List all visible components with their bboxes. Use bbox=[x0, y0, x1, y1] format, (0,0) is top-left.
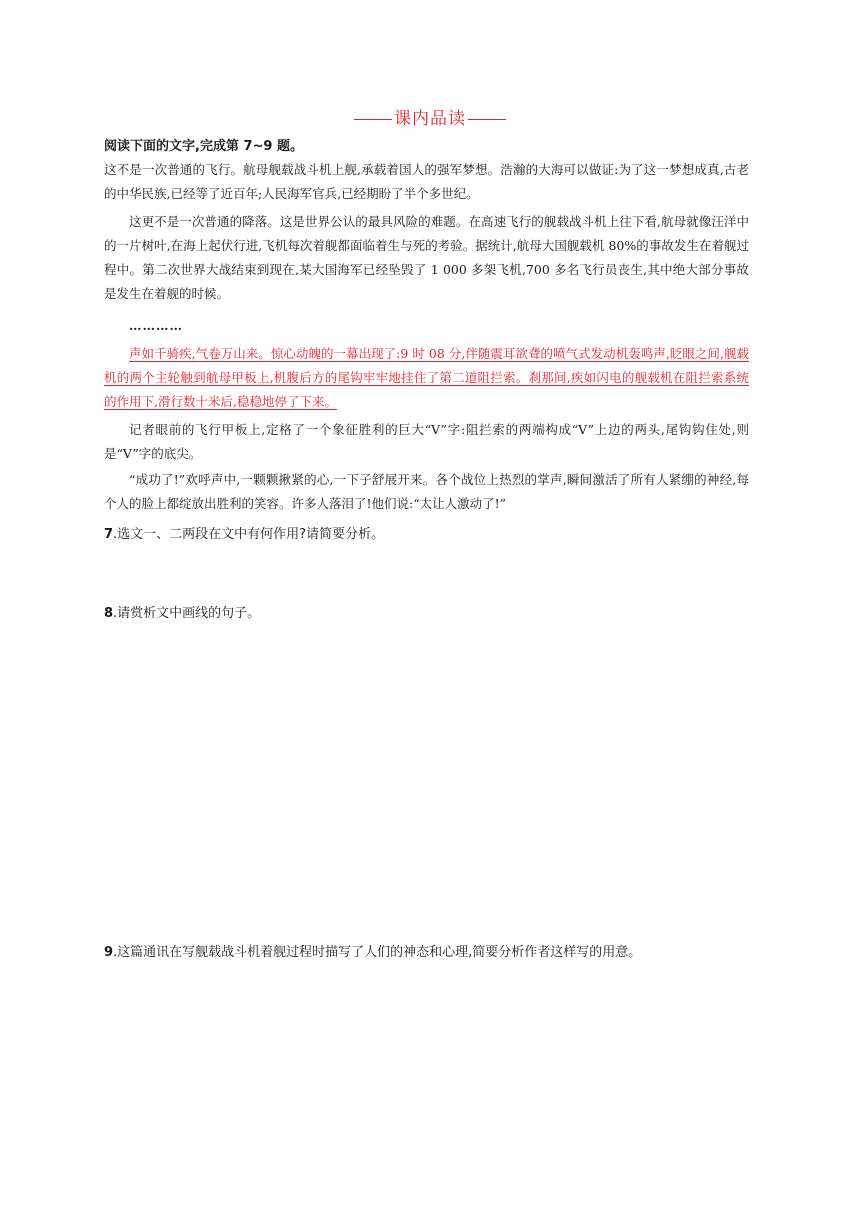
question-8-number: 8 bbox=[104, 606, 114, 621]
question-9 bbox=[104, 941, 641, 960]
section-title-text: 课内品读 bbox=[394, 109, 466, 129]
passage-paragraph-1: 这不是一次普通的飞行。航母舰载战斗机上舰,承载着国人的强军梦想。浩瀚的大海可以做证:为了这一梦想成真,古老的中华民族,已经等了近百年;人民海军官兵,已经期盼了半个多世纪。 bbox=[104, 162, 749, 201]
question-8-text: .请赏析文中画线的句子。 bbox=[113, 606, 261, 621]
question-7-text: .选文一、二两段在文中有何作用?请简要分析。 bbox=[113, 527, 385, 542]
question-7 bbox=[104, 523, 384, 542]
underlined-sentence: 声如千骑疾,气卷万山来。惊心动魄的一幕出现了:9 时 08 分,伴随震耳欲聋的喷气式发动机轰鸣声,眨眼之间,舰载机的两个主轮触到航母甲板上,机腹后方的尾钩牢牢地挂住了第二道阻拦索。刹那间,疾如闪电的舰载机在阻拦索系统的作用下,滑行数十米后,稳稳地停了下来。 bbox=[104, 346, 749, 409]
question-8 bbox=[104, 602, 260, 621]
passage-paragraph-2: 这更不是一次普通的降落。这是世界公认的最具风险的难题。在高速飞行的舰载战斗机上往下看,航母就像汪洋中的一片树叶,在海上起伏行进,飞机每次着舰都面临着生与死的考验。据统计,航母大国舰载机 80%的事故发生在着舰过程中。第二次世界大战结束到现在,某大国海军已经坠毁了 1 000 多架飞机,700 多名飞行员丧生,其中绝大部分事故是发生在着舰的时候。 bbox=[104, 214, 749, 301]
question-9-number: 9 bbox=[104, 945, 114, 960]
question-7-number: 7 bbox=[104, 527, 114, 542]
title-rule-left bbox=[354, 119, 392, 120]
title-rule-right bbox=[468, 119, 506, 120]
passage-ellipsis: ………… bbox=[129, 318, 183, 333]
question-9-text: .这篇通讯在写舰载战斗机着舰过程时描写了人们的神态和心理,简要分析作者这样写的用意。 bbox=[113, 945, 642, 960]
passage-paragraph-4: 记者眼前的飞行甲板上,定格了一个象征胜利的巨大“V”字:阻拦索的两端构成“V”上边的两头,尾钩钩住处,则是“V”字的底尖。 bbox=[104, 422, 749, 461]
passage-paragraph-5: “成功了!”欢呼声中,一颗颗揪紧的心,一下子舒展开来。各个战位上热烈的掌声,瞬间激活了所有人紧绷的神经,每个人的脸上都绽放出胜利的笑容。许多人落泪了!他们说:“太让人激动了!” bbox=[104, 472, 749, 511]
underlined-paragraph bbox=[104, 342, 749, 414]
reading-instruction: 阅读下面的文字,完成第 7~9 题。 bbox=[104, 139, 303, 154]
section-title bbox=[0, 104, 860, 129]
